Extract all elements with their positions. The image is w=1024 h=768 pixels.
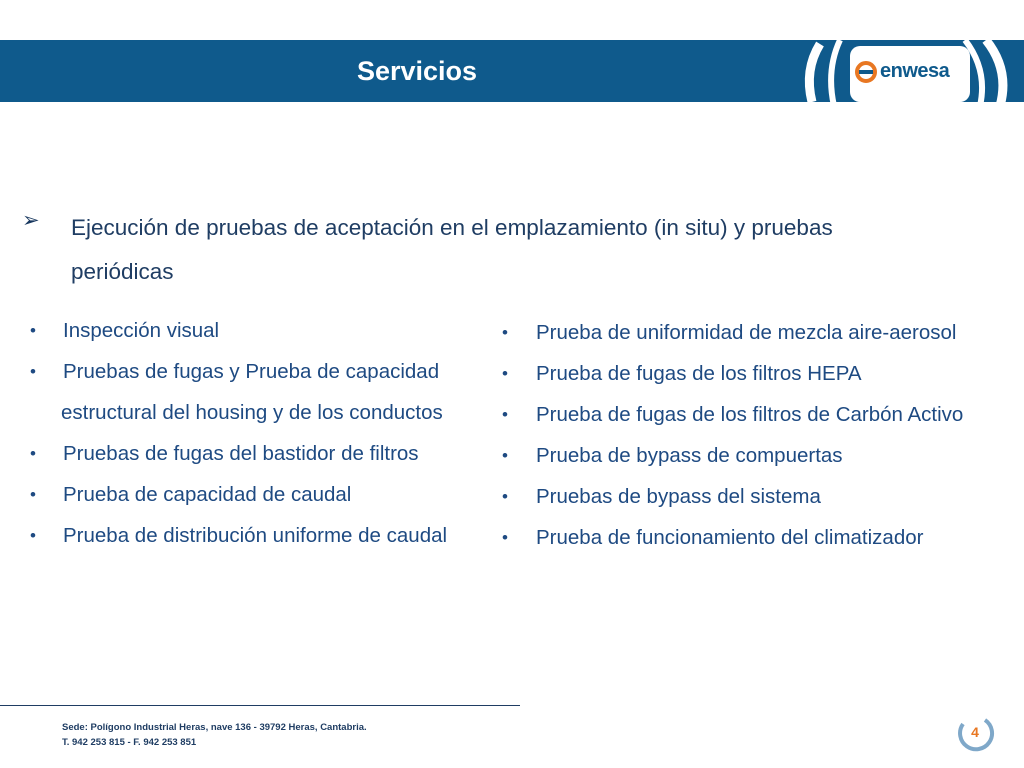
list-item-label: Pruebas de fugas del bastidor de filtros — [63, 442, 419, 465]
list-item-label: Inspección visual — [63, 319, 220, 342]
list-item-label: Prueba de fugas de los filtros de Carbón Activo — [536, 403, 964, 426]
bullet-icon: • — [502, 528, 508, 547]
list-item — [30, 515, 447, 556]
list-item-label: Prueba de fugas de los filtros HEPA — [536, 362, 862, 385]
bullet-icon: • — [30, 362, 36, 381]
list-item — [502, 435, 963, 476]
list-item — [502, 312, 963, 353]
list-item-label: Prueba de uniformidad de mezcla aire-aerosol — [536, 321, 957, 344]
list-item-label: Prueba de capacidad de caudal — [63, 483, 352, 506]
list-item-label: Prueba de bypass de compuertas — [536, 444, 843, 467]
enwesa-logo-icon — [855, 61, 877, 83]
list-item — [30, 474, 447, 515]
list-item-label: Prueba de distribución uniforme de caudal — [63, 524, 448, 547]
page-number-badge — [955, 714, 995, 754]
list-item — [30, 310, 447, 351]
left-bullet-list — [30, 310, 447, 556]
bullet-icon: • — [30, 444, 36, 463]
bullet-icon: • — [502, 487, 508, 506]
brand-name: enwesa — [880, 60, 950, 82]
arrow-bullet-icon: ➢ — [22, 209, 40, 232]
list-item — [502, 517, 963, 558]
heading-text: Ejecución de pruebas de aceptación en el emplazamiento (in situ) y pruebas periódicas — [71, 215, 833, 284]
list-item-label: Pruebas de bypass del sistema — [536, 485, 821, 508]
slide-title: Servicios — [356, 56, 478, 86]
bullet-icon: • — [502, 364, 508, 383]
list-item — [30, 433, 447, 474]
list-item-label: Prueba de funcionamiento del climatizador — [536, 526, 924, 549]
bullet-icon: • — [30, 485, 36, 504]
list-item — [30, 351, 447, 392]
footer-divider — [0, 705, 520, 706]
right-bullet-list — [502, 312, 963, 558]
bullet-icon: • — [502, 405, 508, 424]
list-item-continuation — [30, 392, 447, 433]
bullet-icon: • — [30, 526, 36, 545]
footer-address: Sede: Polígono Industrial Heras, nave 136 - 39792 Heras, Cantabria. — [62, 722, 367, 733]
list-item-label: Pruebas de fugas y Prueba de capacidad — [63, 360, 440, 383]
page-number: 4 — [971, 724, 979, 740]
list-item — [502, 394, 963, 435]
list-item-label: estructural del housing y de los conductos — [61, 401, 443, 424]
bullet-icon: • — [502, 323, 508, 342]
bullet-icon: • — [502, 446, 508, 465]
footer-phone: T. 942 253 815 - F. 942 253 851 — [62, 737, 197, 748]
footer-contact — [62, 720, 367, 750]
list-item — [502, 353, 963, 394]
bullet-icon: • — [30, 321, 36, 340]
list-item — [502, 476, 963, 517]
